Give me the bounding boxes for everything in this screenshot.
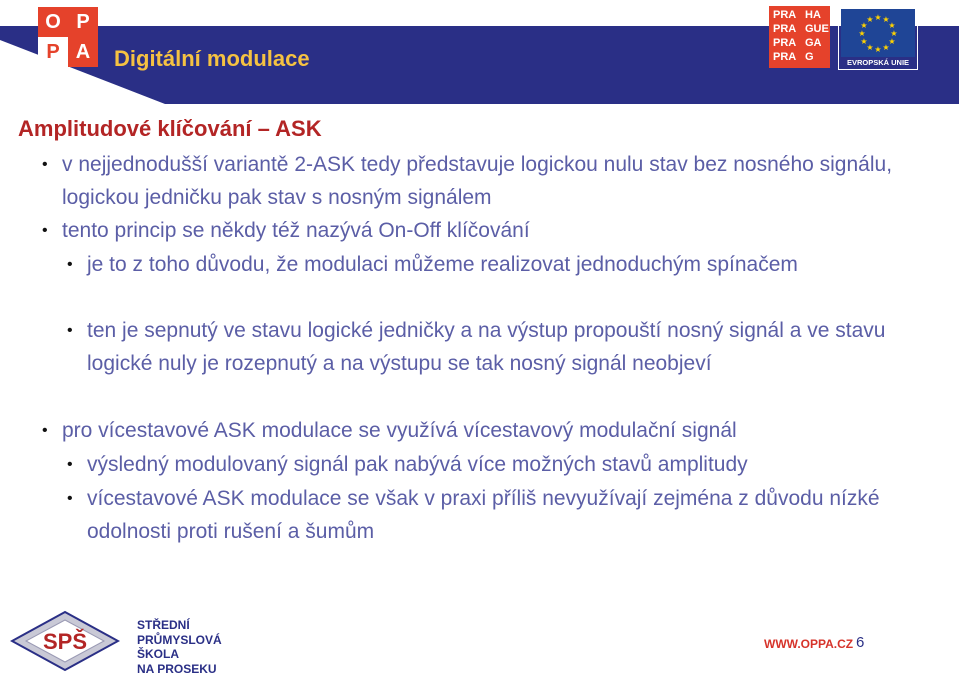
svg-text:★: ★ bbox=[888, 21, 896, 30]
bullet-dot-icon: • bbox=[67, 322, 73, 339]
oppa-logo-letter: P bbox=[38, 37, 68, 67]
bullet-text: je to z toho důvodu, že modulaci můžeme realizovat jednoduchým spínačem bbox=[87, 253, 798, 276]
page-number: 6 bbox=[856, 634, 865, 651]
eu-label: EVROPSKÁ UNIE bbox=[846, 58, 910, 67]
school-name-line: PRŮMYSLOVÁ bbox=[137, 632, 222, 647]
bullet-level2 bbox=[67, 482, 937, 548]
svg-text:★: ★ bbox=[860, 21, 868, 30]
svg-text:★: ★ bbox=[866, 43, 874, 52]
svg-text:★: ★ bbox=[890, 29, 898, 38]
svg-text:★: ★ bbox=[888, 37, 896, 46]
footer-url-link[interactable]: WWW.OPPA.CZ bbox=[764, 637, 854, 651]
bullet-dot-icon: • bbox=[67, 256, 73, 273]
bullet-level2 bbox=[67, 314, 937, 380]
praha-logo-text: PRA bbox=[773, 37, 797, 49]
praha-logo-text: PRA bbox=[773, 51, 797, 63]
bullet-level2 bbox=[67, 448, 937, 481]
bullet-dot-icon: • bbox=[67, 490, 73, 507]
school-logo-text: SPŠ bbox=[42, 629, 88, 654]
praha-logo-text: HA bbox=[805, 9, 821, 21]
bullet-dot-icon: • bbox=[67, 456, 73, 473]
oppa-logo-letter: A bbox=[68, 37, 98, 67]
school-name-line: ŠKOLA bbox=[137, 647, 179, 661]
bullet-level1 bbox=[42, 148, 942, 214]
oppa-logo bbox=[38, 7, 98, 67]
bullet-text: pro vícestavové ASK modulace se využívá vícestavový modulační signál bbox=[62, 419, 737, 442]
oppa-logo-letter: O bbox=[38, 7, 68, 37]
praha-logo-text: PRA bbox=[773, 9, 797, 21]
bullet-text: v nejjednodušší variantě 2-ASK tedy představuje logickou nulu stav bez nosného signálu, logickou jedničku pak stav s nosným signálem bbox=[62, 153, 893, 209]
slide-header bbox=[0, 0, 959, 104]
praha-logo-text: GUE bbox=[805, 23, 829, 35]
svg-text:★: ★ bbox=[882, 43, 890, 52]
bullet-dot-icon: • bbox=[42, 222, 48, 239]
svg-text:★: ★ bbox=[858, 29, 866, 38]
praha-logo-text: GA bbox=[805, 37, 822, 49]
eu-logo bbox=[838, 6, 918, 70]
praha-logo-text: G bbox=[805, 51, 814, 63]
bullet-dot-icon: • bbox=[42, 156, 48, 173]
bullet-text: tento princip se někdy též nazývá On-Off klíčování bbox=[62, 219, 530, 242]
svg-text:★: ★ bbox=[874, 45, 882, 54]
bullet-text: ten je sepnutý ve stavu logické jedničky a na výstup propouští nosný signál a ve stavu logické nuly je rozepnutý a na výstupu se tak nosný signál neobjeví bbox=[87, 319, 886, 375]
school-name-line: NA PROSEKU bbox=[137, 661, 217, 676]
bullet-level1 bbox=[42, 414, 942, 447]
school-name-line: STŘEDNÍ bbox=[137, 618, 190, 632]
school-logo bbox=[10, 610, 120, 672]
bullet-level1 bbox=[42, 214, 942, 247]
school-name bbox=[137, 618, 222, 676]
bullet-level2 bbox=[67, 248, 937, 281]
svg-text:★: ★ bbox=[882, 15, 890, 24]
praha-logo bbox=[769, 6, 830, 68]
oppa-logo-letter: P bbox=[68, 7, 98, 37]
bullet-text: výsledný modulovaný signál pak nabývá více možných stavů amplitudy bbox=[87, 453, 748, 476]
bullet-dot-icon: • bbox=[42, 422, 48, 439]
bullet-text: vícestavové ASK modulace se však v praxi příliš nevyužívají zejména z důvodu nízké odolnosti proti rušení a šumům bbox=[87, 487, 880, 543]
content-heading: Amplitudové klíčování – ASK bbox=[18, 116, 322, 141]
svg-text:★: ★ bbox=[860, 37, 868, 46]
svg-text:★: ★ bbox=[874, 13, 882, 22]
eu-flag-icon bbox=[841, 9, 915, 57]
slide-title: Digitální modulace bbox=[114, 46, 310, 71]
svg-text:★: ★ bbox=[866, 15, 874, 24]
praha-logo-text: PRA bbox=[773, 23, 797, 35]
